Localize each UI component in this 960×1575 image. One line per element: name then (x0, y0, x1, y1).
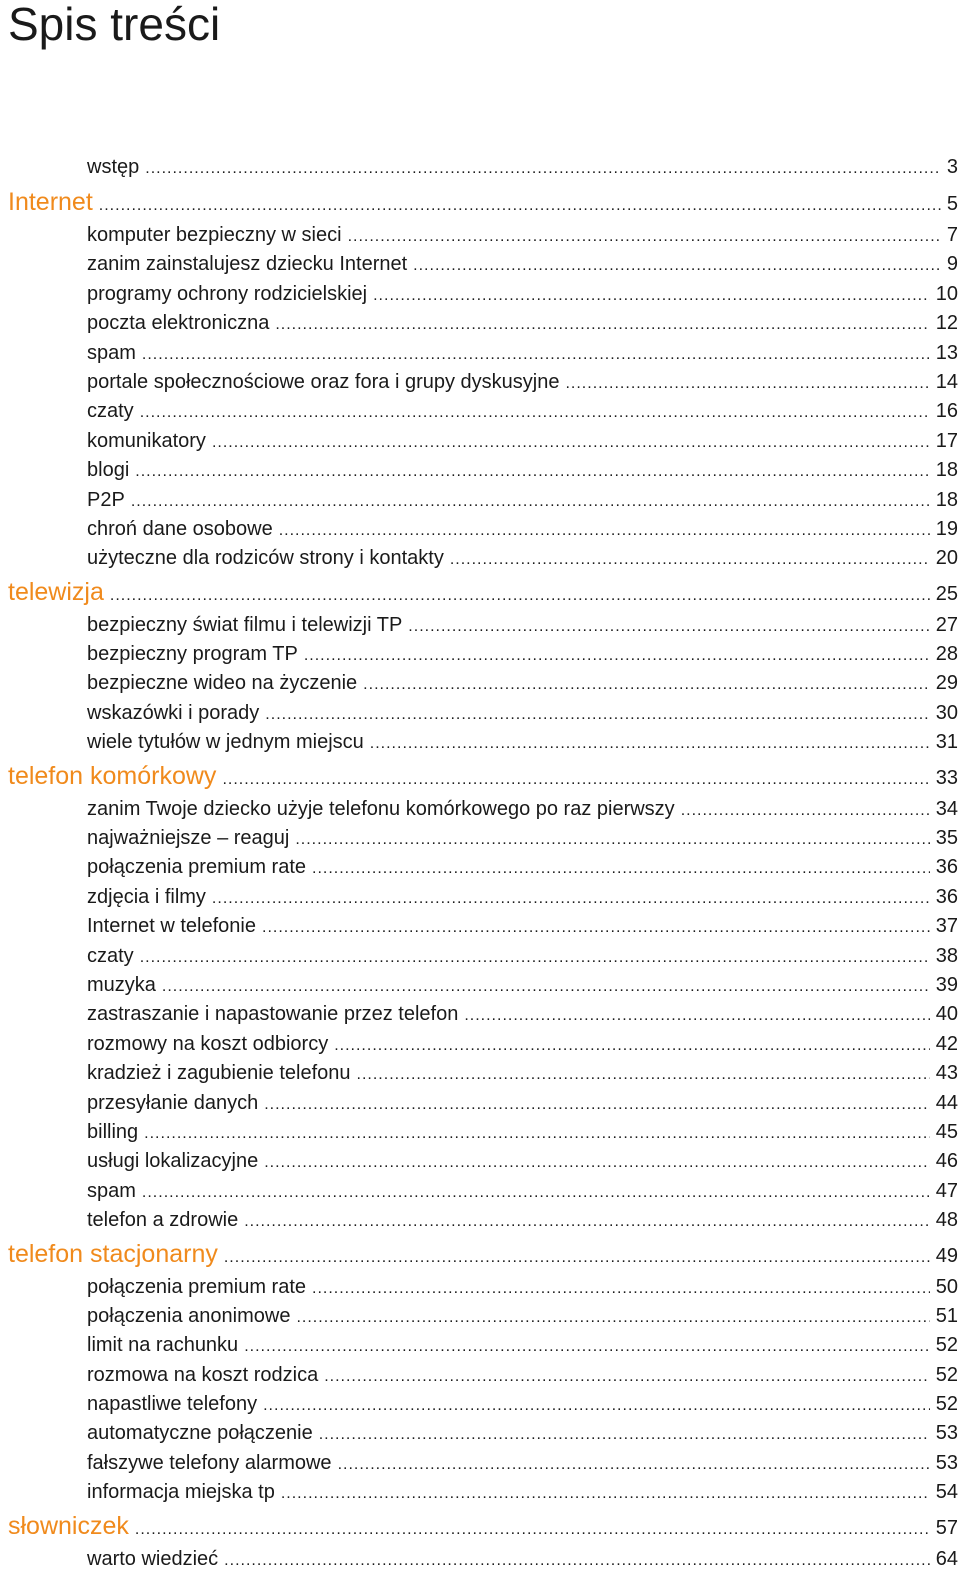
toc-page-number: 18 (935, 488, 958, 511)
toc-entry[interactable] (0, 1302, 960, 1331)
toc-entry[interactable] (0, 942, 960, 971)
toc-entry[interactable] (0, 912, 960, 941)
toc-entry[interactable] (0, 611, 960, 640)
toc-entry-label: billing (87, 1120, 139, 1143)
toc-page-number: 42 (935, 1032, 958, 1055)
toc-entry[interactable] (0, 544, 960, 573)
toc-entry-label: automatyczne połączenie (87, 1422, 313, 1445)
toc-page-number: 7 (946, 224, 958, 246)
dot-leader (224, 1239, 930, 1276)
toc-entry-label: telefon a zdrowie (87, 1209, 239, 1232)
toc-entry[interactable] (0, 1449, 960, 1478)
toc-entry-label: informacja miejska tp (87, 1481, 275, 1504)
toc-entry-label: czaty (87, 944, 134, 967)
toc-entry[interactable] (0, 221, 960, 250)
dot-leader (408, 612, 929, 641)
toc-entry[interactable] (0, 456, 960, 485)
toc-page-number: 18 (935, 459, 958, 482)
toc-entry[interactable] (0, 1331, 960, 1360)
toc-entry-label: Internet w telefonie (87, 915, 256, 938)
dot-leader (373, 281, 930, 310)
toc-entry[interactable] (0, 250, 960, 279)
dot-leader (99, 187, 941, 224)
toc-entry[interactable] (0, 486, 960, 515)
toc-entry-label: telefon stacjonarny (8, 1239, 218, 1268)
toc-page-number: 17 (935, 429, 958, 452)
toc-page-number: 44 (935, 1091, 958, 1114)
toc-entry-label: spam (87, 1179, 136, 1202)
toc-entry-label: telefon komórkowy (8, 761, 217, 790)
dot-leader (275, 310, 929, 339)
toc-entry-label: telewizja (8, 577, 104, 606)
dot-leader (312, 854, 930, 883)
toc-page-number: 48 (935, 1209, 958, 1232)
dot-leader (413, 251, 941, 280)
toc-entry-label: poczta elektroniczna (87, 312, 270, 335)
toc-page-number: 45 (935, 1120, 958, 1143)
toc-entry-label: P2P (87, 488, 125, 511)
toc-entry[interactable] (0, 1147, 960, 1176)
toc-page-number: 14 (935, 370, 958, 393)
toc-section-entry[interactable] (0, 1236, 960, 1273)
toc-entry-label: użyteczne dla rodziców strony i kontakty (87, 547, 444, 570)
toc-page-number: 16 (935, 400, 958, 423)
toc-page-number: 20 (935, 547, 958, 570)
toc-entry-label: połączenia premium rate (87, 856, 306, 879)
toc-entry[interactable] (0, 427, 960, 456)
toc-entry-label: blogi (87, 459, 130, 482)
toc-entry[interactable] (0, 1419, 960, 1448)
toc-entry-label: programy ochrony rodzicielskiej (87, 282, 368, 305)
toc-entry-label: muzyka (87, 973, 156, 996)
toc-page-number: 31 (935, 731, 958, 754)
toc-section-entry[interactable] (0, 1508, 960, 1545)
toc-entry[interactable] (0, 368, 960, 397)
toc-page-number: 52 (935, 1334, 958, 1357)
dot-leader (296, 1303, 929, 1332)
dot-leader (304, 641, 930, 670)
toc-entry[interactable] (0, 1030, 960, 1059)
toc-page-number: 13 (935, 341, 958, 364)
toc-page-number: 36 (935, 856, 958, 879)
toc-entry-label: zanim zainstalujesz dziecku Internet (87, 253, 408, 276)
toc-page-number: 9 (946, 253, 958, 276)
toc-entry[interactable] (0, 1273, 960, 1302)
toc-entry-label: rozmowy na koszt odbiorcy (87, 1032, 329, 1055)
dot-leader (265, 700, 929, 729)
toc-entry[interactable] (0, 1390, 960, 1419)
toc-page-number: 3 (946, 156, 958, 178)
toc-entry[interactable] (0, 1177, 960, 1206)
toc-entry[interactable] (0, 339, 960, 368)
toc-entry[interactable] (0, 669, 960, 698)
toc-entry[interactable] (0, 853, 960, 882)
dot-leader (348, 222, 941, 251)
dot-leader (135, 457, 929, 486)
toc-entry[interactable] (0, 883, 960, 912)
toc-page-number: 50 (935, 1275, 958, 1298)
toc-entry[interactable] (0, 971, 960, 1000)
toc-entry-label: Internet (8, 188, 93, 216)
toc-page-number: 12 (935, 312, 958, 335)
toc-entry[interactable] (0, 1478, 960, 1507)
toc-section-entry[interactable] (0, 574, 960, 611)
toc-entry-label: zastraszanie i napastowanie przez telefon (87, 1003, 459, 1026)
dot-leader (222, 761, 929, 798)
toc-entry-label: komputer bezpieczny w sieci (87, 224, 342, 246)
dot-leader (162, 972, 930, 1001)
toc-page-number: 46 (935, 1150, 958, 1173)
toc-entry[interactable] (0, 309, 960, 338)
toc-entry-label: połączenia anonimowe (87, 1304, 291, 1327)
toc-entry[interactable] (0, 795, 960, 824)
toc-entry[interactable] (0, 280, 960, 309)
toc-page-number: 5 (946, 193, 958, 215)
toc-entry-label: połączenia premium rate (87, 1275, 306, 1298)
toc-entry-label: zanim Twoje dziecko użyje telefonu komórkowego po raz pierwszy (87, 797, 675, 820)
toc-page-number: 52 (935, 1363, 958, 1386)
toc-page-number: 53 (935, 1422, 958, 1445)
toc-entry-label: fałszywe telefony alarmowe (87, 1451, 332, 1474)
toc-entry-label: warto wiedzieć (87, 1547, 219, 1570)
toc-page-number: 29 (935, 672, 958, 695)
toc-page-number: 19 (935, 517, 958, 540)
toc-page-number: 33 (935, 766, 958, 789)
toc-page-number: 47 (935, 1179, 958, 1202)
toc-entry-label: najważniejsze – reaguj (87, 827, 290, 850)
toc-entry-label: chroń dane osobowe (87, 517, 273, 540)
dot-leader (135, 1511, 930, 1548)
toc-entry-label: słowniczek (8, 1511, 129, 1540)
toc-page-number: 37 (935, 915, 958, 938)
toc-page-number: 40 (935, 1003, 958, 1026)
dot-leader (224, 1546, 930, 1575)
toc-entry[interactable] (0, 1089, 960, 1118)
toc-page-number: 43 (935, 1062, 958, 1085)
dot-leader (565, 369, 929, 398)
dot-leader (140, 943, 930, 972)
dot-leader (262, 913, 930, 942)
dot-leader (279, 516, 930, 545)
toc-entry[interactable] (0, 699, 960, 728)
toc-page-number: 30 (935, 701, 958, 724)
toc-entry-label: rozmowa na koszt rodzica (87, 1363, 319, 1386)
toc-page-number: 38 (935, 944, 958, 967)
table-of-contents (0, 151, 960, 1574)
dot-leader (295, 825, 929, 854)
toc-entry[interactable] (0, 1118, 960, 1147)
dot-leader (450, 545, 930, 574)
toc-page-number: 54 (935, 1481, 958, 1504)
toc-page-number: 28 (935, 643, 958, 666)
dot-leader (140, 398, 930, 427)
dot-leader (281, 1479, 930, 1508)
toc-entry-label: bezpieczny program TP (87, 643, 298, 666)
dot-leader (142, 1178, 930, 1207)
toc-page-number: 36 (935, 885, 958, 908)
toc-page-number: 64 (935, 1547, 958, 1570)
toc-entry[interactable] (0, 1545, 960, 1574)
dot-leader (312, 1274, 930, 1303)
toc-page-number: 53 (935, 1451, 958, 1474)
toc-entry[interactable] (0, 824, 960, 853)
dot-leader (363, 670, 930, 699)
toc-entry-label: komunikatory (87, 429, 206, 452)
toc-entry[interactable] (0, 397, 960, 426)
dot-leader (142, 340, 930, 369)
toc-entry-label: wskazówki i porady (87, 701, 260, 724)
toc-entry[interactable] (0, 728, 960, 757)
dot-leader (319, 1420, 930, 1449)
toc-page-number: 10 (935, 282, 958, 305)
dot-leader (145, 152, 941, 185)
toc-entry[interactable] (0, 1059, 960, 1088)
toc-entry-label: limit na rachunku (87, 1334, 239, 1357)
toc-entry-label: czaty (87, 400, 134, 423)
toc-page-number: 52 (935, 1393, 958, 1416)
toc-page-number: 25 (935, 582, 958, 605)
toc-entry-label: przesyłanie danych (87, 1091, 259, 1114)
toc-entry-label: portale społecznościowe oraz fora i grupy dyskusyjne (87, 370, 560, 393)
toc-entry[interactable] (0, 151, 960, 184)
toc-entry[interactable] (0, 640, 960, 669)
dot-leader (244, 1332, 930, 1361)
dot-leader (131, 487, 930, 516)
dot-leader (144, 1119, 930, 1148)
toc-page-number: 49 (935, 1244, 958, 1267)
toc-entry[interactable] (0, 1361, 960, 1390)
dot-leader (357, 1060, 930, 1089)
toc-entry-label: kradzież i zagubienie telefonu (87, 1062, 351, 1085)
toc-page-number: 51 (935, 1304, 958, 1327)
dot-leader (264, 1148, 930, 1177)
dot-leader (264, 1090, 930, 1119)
dot-leader (244, 1207, 930, 1236)
dot-leader (110, 577, 930, 614)
toc-section-entry[interactable] (0, 758, 960, 795)
toc-page-number: 34 (935, 797, 958, 820)
dot-leader (212, 884, 930, 913)
toc-entry[interactable] (0, 515, 960, 544)
toc-entry-label: zdjęcia i filmy (87, 885, 206, 908)
dot-leader (263, 1391, 930, 1420)
dot-leader (370, 729, 930, 758)
toc-section-entry[interactable] (0, 184, 960, 221)
toc-entry-label: spam (87, 341, 136, 364)
toc-entry[interactable] (0, 1000, 960, 1029)
toc-entry-label: bezpieczny świat filmu i telewizji TP (87, 613, 403, 636)
toc-entry-label: bezpieczne wideo na życzenie (87, 672, 358, 695)
toc-page-number: 27 (935, 613, 958, 636)
dot-leader (324, 1362, 930, 1391)
dot-leader (338, 1450, 930, 1479)
dot-leader (212, 428, 930, 457)
dot-leader (334, 1031, 930, 1060)
toc-entry-label: napastliwe telefony (87, 1393, 258, 1416)
toc-page-number: 35 (935, 827, 958, 850)
toc-page-number: 39 (935, 973, 958, 996)
toc-entry[interactable] (0, 1206, 960, 1235)
toc-entry-label: wstęp (87, 156, 140, 178)
toc-page-number: 57 (935, 1516, 958, 1539)
toc-entry-label: usługi lokalizacyjne (87, 1150, 259, 1173)
dot-leader (464, 1001, 929, 1030)
toc-entry-label: wiele tytułów w jednym miejscu (87, 731, 364, 754)
dot-leader (681, 796, 930, 825)
page-title: Spis treści (8, 0, 221, 50)
